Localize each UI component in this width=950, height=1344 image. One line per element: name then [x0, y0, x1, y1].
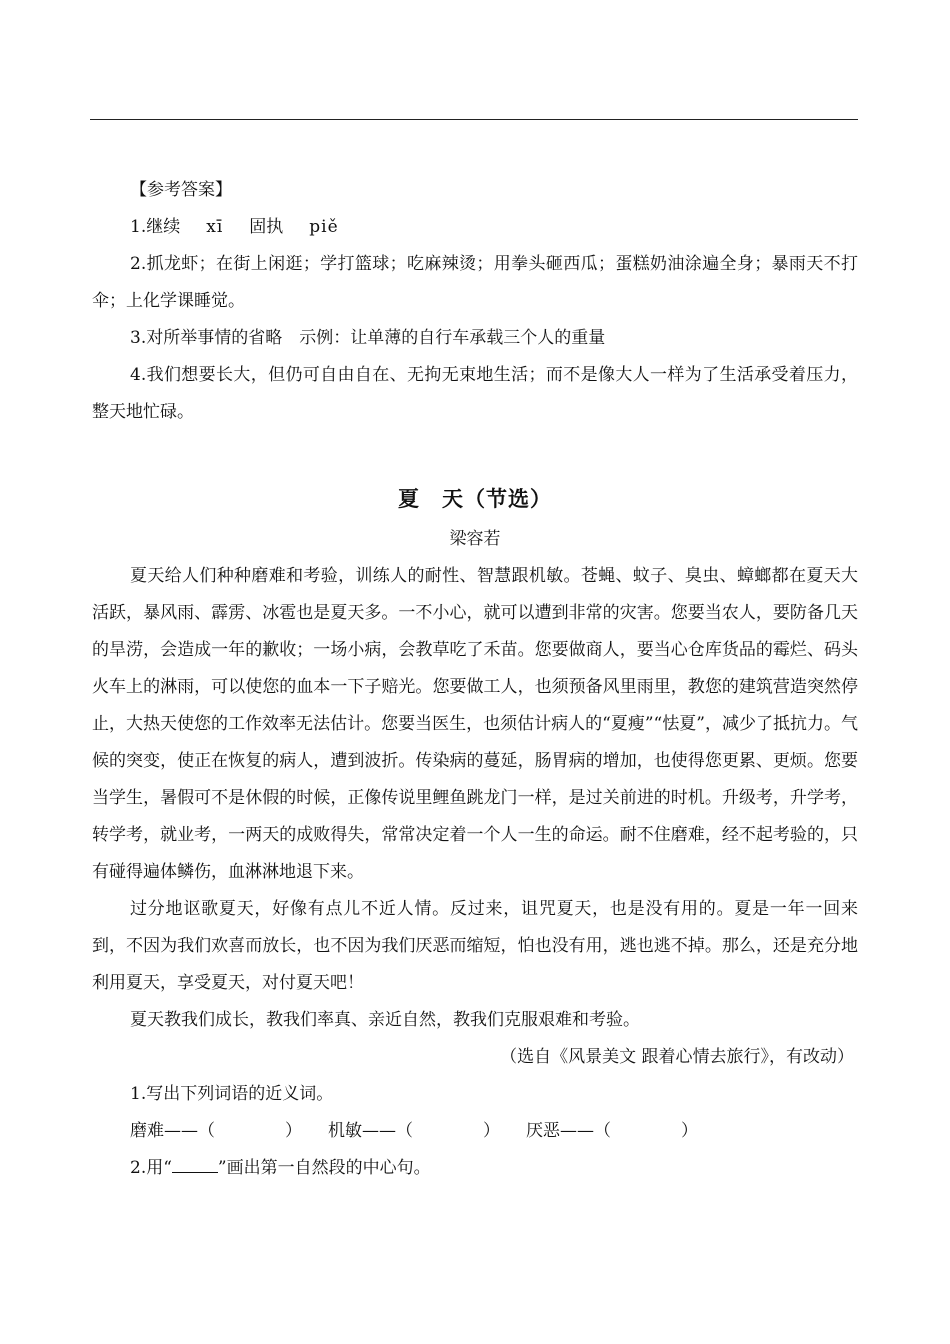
answer-1-pinyin-1: xī: [206, 217, 224, 237]
article-source: （选自《风景美文 跟着心情去旅行》，有改动）: [500, 1047, 854, 1067]
article-paragraph-2: 过分地讴歌夏天，好像有点儿不近人情。反过来，诅咒夏天，也是没有用的。夏是一年一回来到，不因为我们欢喜而放长，也不因为我们厌恶而缩短，怕也没有用，逃也逃不掉。那么，还是充分地利用夏天，享受夏天，对付夏天吧！: [92, 899, 858, 993]
article-author: 梁容若: [449, 529, 501, 549]
question-2-before: 2.用“: [130, 1158, 172, 1178]
answer-heading: 【参考答案】: [130, 180, 232, 200]
answer-4: 4.我们想要长大，但仍可自由自在、无拘无束地生活；而不是像大人一样为了生活承受着压力，整天地忙碌。: [92, 365, 858, 422]
answer-3: 3.对所举事情的省略 示例：让单薄的自行车承载三个人的重量: [130, 328, 606, 348]
article-paragraph-1: 夏天给人们种种磨难和考验，训练人的耐性、智慧跟机敏。苍蝇、蚊子、臭虫、蟑螂都在夏天大活跃，暴风雨、霹雳、冰雹也是夏天多。一不小心，就可以遭到非常的灾害。您要当农人，要防备几天的旱涝，会造成一年的歉收；一场小病，会教草吃了禾苗。您要做商人，要当心仓库货品的霉烂、码头火车上的淋雨，可以使您的血本一下子赔光。您要做工人，也须预备风里雨里，教您的建筑营造突然停止，大热天使您的工作效率无法估计。您要当医生，也须估计病人的“夏瘦”“怯夏”，减少了抵抗力。气候的突变，使正在恢复的病人，遭到波折。传染病的蔓延，肠胃病的增加，也使得您更累、更烦。您要当学生，暑假可不是休假的时候，正像传说里鲤鱼跳龙门一样，是过关前进的时机。升级考，升学考，转学考，就业考，一两天的成败得失，常常决定着一个人一生的命运。耐不住磨难，经不起考验的，只有碰得遍体鳞伤，血淋淋地退下来。: [92, 566, 858, 882]
answer-1: [92, 209, 858, 246]
synonym-item-2-close: ）: [483, 1121, 500, 1141]
answer-2: 2.抓龙虾；在街上闲逛；学打篮球；吃麻辣烫；用拳头砸西瓜；蛋糕奶油涂遍全身；暴雨天不打伞；上化学课睡觉。: [92, 254, 858, 311]
question-2-after: ”画出第一自然段的中心句。: [217, 1158, 431, 1178]
synonym-item-3-word: 厌恶——（: [526, 1121, 611, 1141]
document-body: [92, 172, 858, 1187]
article-title: 夏 天（节选）: [398, 486, 552, 511]
answer-1-word-2: 固执: [249, 217, 284, 237]
synonym-item-1-close: ）: [285, 1121, 302, 1141]
article-paragraph-3: 夏天教我们成长，教我们率真、亲近自然，教我们克服艰难和考验。: [130, 1010, 640, 1030]
underline-sample: [172, 1158, 218, 1173]
synonym-item-3-close: ）: [681, 1121, 698, 1141]
header-rule: [90, 119, 858, 120]
question-1: 1.写出下列词语的近义词。: [130, 1084, 334, 1104]
answer-1-pinyin-2: piě: [309, 217, 339, 237]
answer-1-word-1: 1.继续: [130, 217, 181, 237]
question-1-items: [92, 1113, 858, 1150]
question-2: [92, 1150, 858, 1187]
synonym-item-2-word: 机敏——（: [328, 1121, 413, 1141]
synonym-item-1-word: 磨难——（: [130, 1121, 215, 1141]
